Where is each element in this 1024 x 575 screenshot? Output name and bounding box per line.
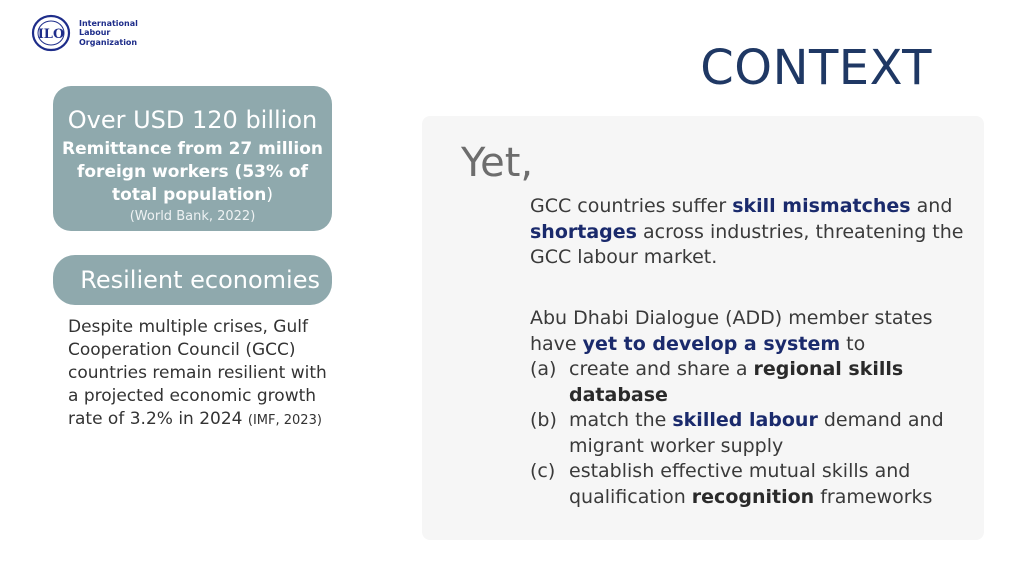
logo-line-3: Organization: [79, 37, 138, 47]
resilience-text: Despite multiple crises, Gulf Cooperation Council (GCC) countries remain resilient with a projected economic growth rate of 3.2% in 2024: [68, 317, 327, 429]
svg-text:ILO: ILO: [37, 27, 65, 42]
list-item-bold: regional skills database: [569, 358, 904, 406]
list-item-label: (a): [530, 358, 557, 380]
remittance-source: (World Bank, 2022): [129, 209, 256, 224]
list-item-text: [569, 459, 970, 510]
p1-text-3: across industries, threatening the GCC labour market.: [530, 220, 964, 268]
logo-line-2: Labour: [79, 28, 111, 38]
list-item-text: [569, 408, 970, 459]
ilo-emblem-icon: [31, 14, 71, 52]
slide-title: CONTEXT: [700, 40, 932, 96]
add-intro: [530, 306, 970, 357]
resilient-economies-card: Resilient economies: [53, 255, 332, 305]
list-item-label: (b): [530, 409, 557, 431]
list-item: [530, 357, 970, 408]
p1-text-2: and: [910, 195, 953, 217]
remittance-body: [53, 138, 332, 207]
p1-highlight-2: shortages: [530, 220, 637, 243]
remittance-headline: Over USD 120 billion: [67, 106, 318, 134]
list-item-bold: recognition: [691, 485, 815, 508]
p2-text-1: Abu Dhabi Dialogue (ADD) member states have: [530, 307, 933, 355]
p1-highlight-1: skill mismatches: [732, 195, 911, 217]
list-item-text-1: match the: [569, 409, 673, 431]
remittance-card: [53, 86, 332, 231]
p1-text-1: GCC countries suffer: [530, 195, 733, 217]
add-paragraph: [530, 306, 970, 510]
add-goals-list: [530, 357, 970, 510]
list-item-text-1: establish effective mutual skills and qualification: [569, 460, 911, 508]
list-item-text: [569, 357, 970, 408]
logo-line-1: International: [79, 18, 138, 28]
resilience-description: [68, 316, 338, 431]
list-item: [530, 459, 970, 510]
list-item-text-2: frameworks: [814, 485, 933, 508]
list-item: [530, 408, 970, 459]
list-item-text-1: create and share a: [569, 358, 754, 380]
resilience-source: (IMF, 2023): [247, 413, 322, 428]
p2-highlight: yet to develop a system: [582, 332, 841, 355]
yet-heading: Yet,: [461, 140, 534, 186]
list-item-label: (c): [530, 460, 556, 482]
remittance-body-text: Remittance from 27 million foreign workers (53% of total population: [62, 139, 323, 205]
skills-mismatch-paragraph: [530, 194, 970, 271]
ilo-name: [79, 19, 138, 48]
remittance-body-close: ): [266, 185, 273, 205]
p2-text-2: to: [840, 332, 866, 355]
ilo-logo: [31, 14, 138, 52]
list-item-bold: skilled labour: [672, 409, 818, 431]
list-item-text-2: demand and migrant worker supply: [569, 409, 944, 457]
